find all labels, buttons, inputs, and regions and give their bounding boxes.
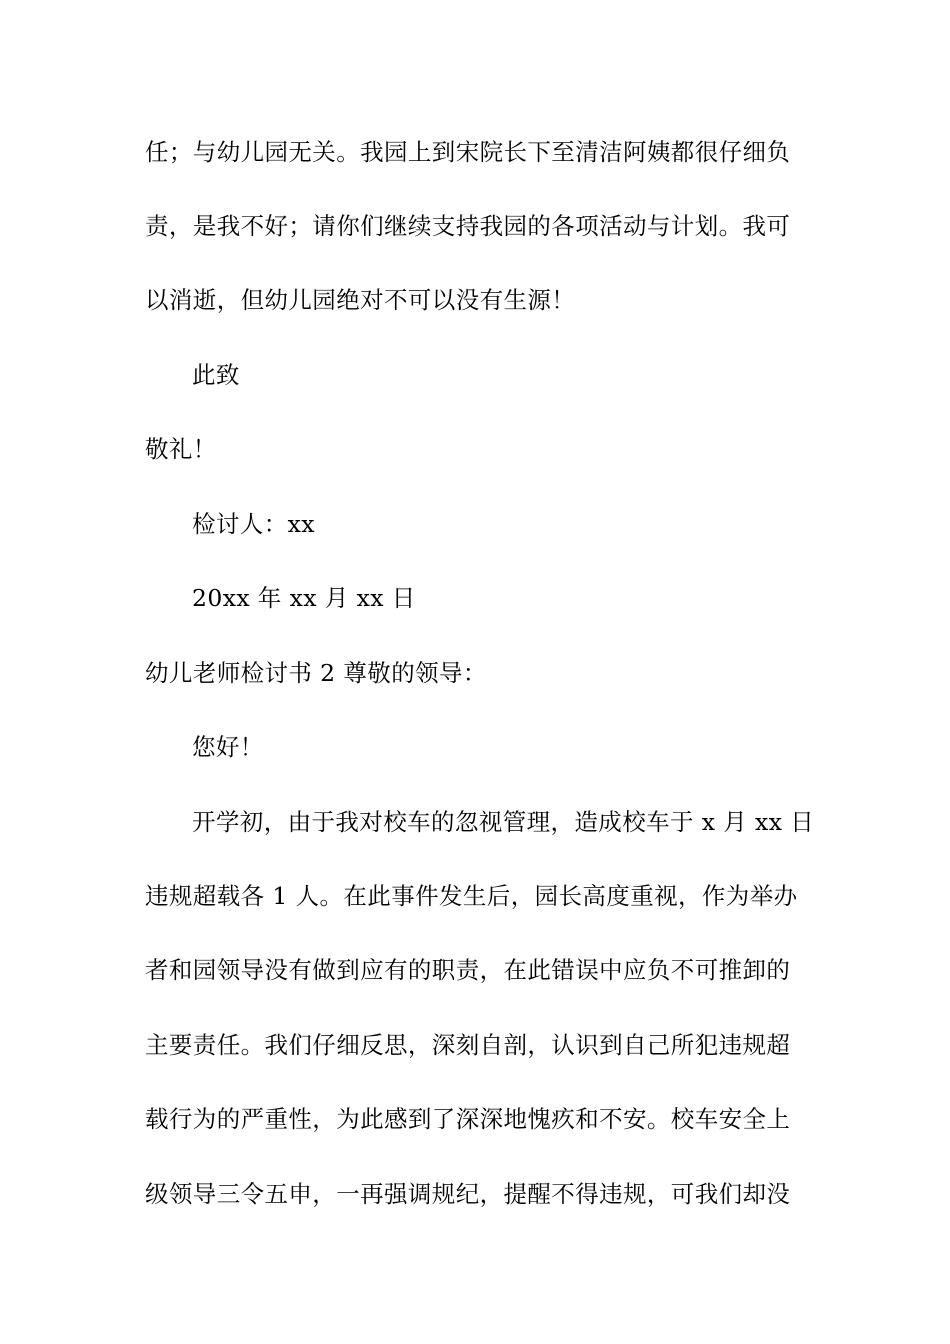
date-line: 20xx 年 xx 月 xx 日 <box>192 584 416 612</box>
closing-salutation: 此致 <box>192 361 240 389</box>
body-line-5: 违规超载各 1 人。在此事件发生后，园长高度重视，作为举办 <box>145 882 798 910</box>
body-line-8: 载行为的严重性，为此感到了深深地愧疚和不安。校车安全上 <box>145 1105 791 1133</box>
body-line-3: 以消逝，但幼儿园绝对不可以没有生源！ <box>145 286 576 314</box>
signature-line: 检讨人：xx <box>192 510 315 538</box>
section-heading: 幼儿老师检讨书 2 尊敬的领导： <box>145 659 487 687</box>
body-line-4: 开学初，由于我对校车的忽视管理，造成校车于 x 月 xx 日 <box>192 808 815 836</box>
closing-regards: 敬礼！ <box>145 435 217 463</box>
body-line-1: 任；与幼儿园无关。我园上到宋院长下至清洁阿姨都很仔细负 <box>145 138 791 166</box>
body-line-7: 主要责任。我们仔细反思，深刻自剖，认识到自己所犯违规超 <box>145 1031 791 1059</box>
greeting-line: 您好！ <box>192 733 264 761</box>
body-line-6: 者和园领导没有做到应有的职责，在此错误中应负不可推卸的 <box>145 956 791 984</box>
body-line-9: 级领导三令五申，一再强调规纪，提醒不得违规，可我们却没 <box>145 1180 791 1208</box>
body-line-2: 责，是我不好；请你们继续支持我园的各项活动与计划。我可 <box>145 212 791 240</box>
